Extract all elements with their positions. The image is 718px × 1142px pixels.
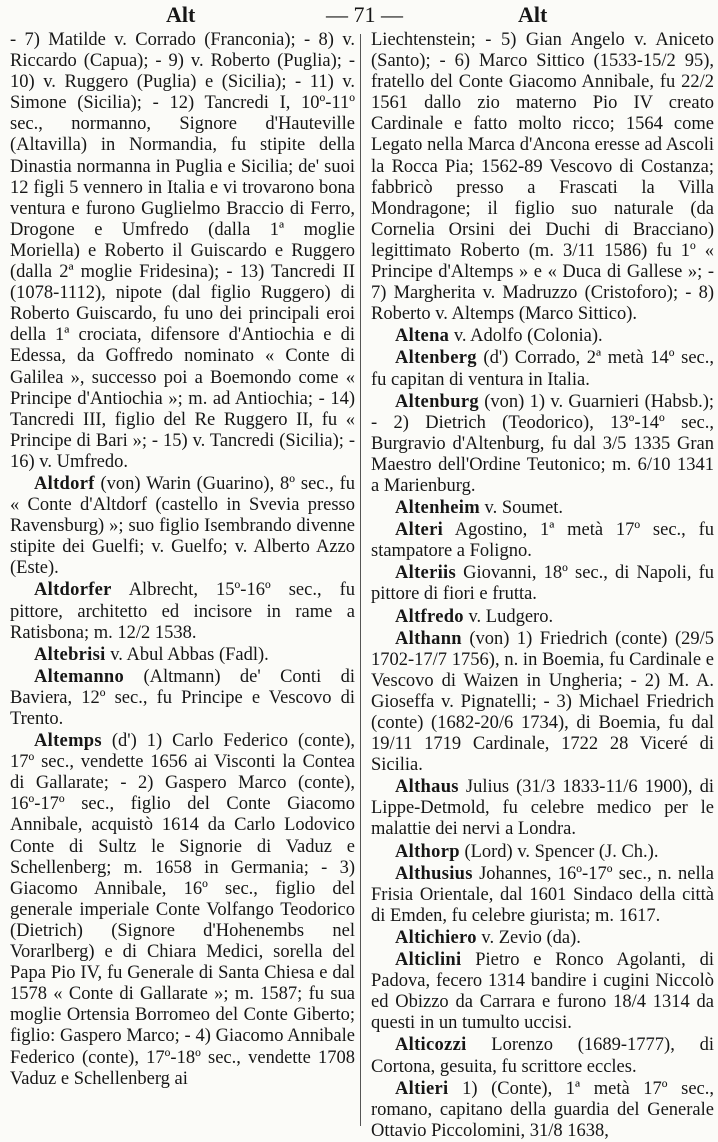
entry bbox=[371, 950, 714, 1034]
entry-headword: Altemanno bbox=[34, 666, 125, 687]
entry bbox=[371, 498, 714, 519]
entry-headword: Altenheim bbox=[395, 498, 480, 519]
entry bbox=[371, 629, 714, 777]
header-left-word: Alt bbox=[166, 2, 196, 27]
page-header bbox=[0, 0, 718, 30]
entry bbox=[371, 30, 714, 325]
entry bbox=[371, 520, 714, 562]
entry-headword: Altena bbox=[395, 326, 450, 347]
entry-headword: Alticozzi bbox=[395, 1035, 467, 1056]
page-number: — 71 — bbox=[326, 2, 403, 27]
entry-headword: Alteri bbox=[395, 520, 444, 541]
entry bbox=[371, 392, 714, 497]
entry-headword: Altfredo bbox=[395, 606, 464, 627]
entry bbox=[10, 30, 355, 473]
entry-headword: Althusius bbox=[395, 863, 473, 884]
entry bbox=[371, 326, 714, 347]
entry bbox=[10, 667, 355, 730]
entry-text: (Lord) v. Spencer (J. Ch.). bbox=[459, 841, 659, 862]
entry bbox=[371, 1079, 714, 1142]
entry-text: (von) 1) Friedrich (conte) (29/5 1702-17/7 1756), n. in Boemia, fu Cardinale e Vescovo di Waizen in Ungheria; - 2) M. A. Gioseffa v. Pignatelli; - 3) Michael Friedrich (conte) (1682-20/6 1734), di Boemia, fu dal 19/11 1719 Cardinale, 1722 28 Viceré di Sicilia. bbox=[371, 628, 714, 776]
entry bbox=[371, 348, 714, 390]
entry-text: Pietro e Ronco Agolanti, di Padova, fecero 1314 bandire i cugini Niccolò ed Obizzo da Carrara e furono 18/4 1314 da questi in un tumulto uccisi. bbox=[371, 950, 714, 1034]
entry bbox=[371, 842, 714, 863]
column-divider bbox=[360, 34, 361, 1126]
entry-headword: Althorp bbox=[395, 841, 460, 862]
entry bbox=[371, 777, 714, 840]
entry bbox=[371, 607, 714, 628]
entry-text: 1) (Conte), 1ª metà 17º sec., romano, capitano della guardia del Generale Ottavio Piccolomini, 31/8 1638, bbox=[371, 1078, 714, 1141]
entry bbox=[10, 474, 355, 579]
entry-text: Johannes, 16º-17º sec., n. nella Frisia Orientale, dal 1601 Sindaco della città di Emden, fu celebre giurista; m. 1617. bbox=[371, 863, 714, 926]
entry-text: - 7) Matilde v. Corrado (Franconia); - 8) v. Riccardo (Capua); - 9) v. Roberto (Puglia); - 10) v. Ruggero (Puglia) e (Sicilia); - 11) v. Simone (Sicilia); - 12) Tancredi I, 10º-11º sec., normanno, Signore d'Hauteville (Altavilla) in Normandia, fu stipite della Dinastia normanna in Puglia e Sicilia; de' suoi 12 figli 5 vennero in Italia e vi trovarono bona ventura e furono Guglielmo Braccio di Ferro, Drogone e Umfredo (dalla 1ª moglie Moriella) e Roberto il Guiscardo e Ruggero (dalla 2ª moglie Fridesina); - 13) Tancredi II (1078-1112), nipote (dal figlio Ruggero) di Roberto Guiscardo, fu uno dei principali eroi della 1ª crociata, difensore d'Antiochia e di Edessa, da Goffredo nominato « Conte di Galilea », successo poi a Boemondo come « Principe d'Antiochia »; m. ad Antiochia; - 14) Tancredi III, figlio del Re Ruggero II, fu « Principe di Bari »; - 15) v. Tancredi (Sicilia); - 16) v. Umfredo. bbox=[10, 30, 355, 472]
entry-headword: Altenburg bbox=[395, 391, 479, 412]
entry bbox=[371, 1035, 714, 1077]
entry-headword: Altieri bbox=[395, 1078, 449, 1099]
entry-text: v. Adolfo (Colonia). bbox=[449, 326, 603, 347]
entry bbox=[10, 731, 355, 1090]
entry-text: Lorenzo (1689-1777), di Cortona, gesuita, fu scrittore eccles. bbox=[371, 1035, 714, 1077]
entry-text: Giovanni, 18º sec., di Napoli, fu pittore di fiori e frutta. bbox=[371, 563, 714, 605]
entry-headword: Althann bbox=[395, 628, 462, 649]
entry-headword: Altdorf bbox=[34, 473, 95, 494]
entry-text: v. Ludgero. bbox=[463, 606, 554, 627]
entry-text: v. Soumet. bbox=[479, 498, 564, 519]
entry-text: (d') 1) Carlo Federico (conte), 17º sec., vendette 1656 ai Visconti la Contea di Gallarate; - 2) Gaspero Marco (conte), 16º-17º sec., figlio del Conte Giacomo Annibale, acquistò 1614 da Carlo Lodovico Conte di Sultz le Signorie di Vaduz e Schellenberg; m. 1658 in Germania; - 3) Giacomo Annibale, 16º sec., figlio del generale imperiale Conte Volfango Teodorico (Dietrich) (Signore d'Hohenembs nel Vorarlberg) e di Chiara Medici, sorella del Papa Pio IV, fu Generale di Santa Chiesa e dal 1578 « Conte di Gallarate »; m. 1587; fu sua moglie Ortensia Borromeo del Conte Giberto; figlio: Gaspero Marco; - 4) Giacomo Annibale Federico (conte), 17º-18º sec., vendette 1708 Vaduz e Schellenberg ai bbox=[10, 731, 355, 1089]
entry-headword: Altemps bbox=[34, 731, 102, 752]
entry-headword: Altichiero bbox=[395, 927, 477, 948]
entry bbox=[371, 928, 714, 949]
entry bbox=[10, 580, 355, 643]
entry-text: v. Abul Abbas (Fadl). bbox=[105, 644, 269, 665]
entry-headword: Alticlini bbox=[395, 950, 462, 971]
entry-text: Albrecht, 15º-16º sec., fu pittore, architetto ed incisore in rame a Ratisbona; m. 12/2 1538. bbox=[10, 580, 355, 643]
entry bbox=[371, 864, 714, 927]
entry-text: (von) 1) v. Guarnieri (Habsb.); - 2) Dietrich (Teodorico), 13º-14º sec., Burgravio d'Altenburg, fu dal 3/5 1335 Gran Maestro dell'Ordine Teutonico; m. 6/10 1341 a Marienburg. bbox=[371, 391, 714, 496]
right-column bbox=[371, 30, 714, 1141]
entry-text: v. Zevio (da). bbox=[476, 927, 581, 948]
entry-text: Liechtenstein; - 5) Gian Angelo v. Aniceto (Santo); - 6) Marco Sittico (1533-15/2 95), fratello del Conte Giacomo Annibale, fu 22/2 1561 dallo zio materno Pio IV creato Cardinale e fatto molto ricco; 1564 come Legato nella Marca d'Ancona eresse ad Ascoli la Rocca Pia; 1562-89 Vescovo di Costanza; fabbricò presso a Frascati la Villa Mondragone; il figlio suo naturale (da Cornelia Orsini dei Duchi di Bracciano) legittimato Roberto (m. 3/11 1586) fu 1º « Principe d'Altemps » e « Duca di Gallese »; - 7) Margherita v. Madruzzo (Cristoforo); - 8) Roberto v. Altemps (Marco Sittico). bbox=[371, 30, 714, 325]
header-right-word: Alt bbox=[518, 2, 548, 27]
entry-text: (von) Warin (Guarino), 8º sec., fu « Conte d'Altdorf (castello in Svevia presso Ravensburg) »; suo figlio Isembrando divenne stipite dei Guelfi; v. Guelfo; v. Alberto Azzo (Este). bbox=[10, 473, 355, 579]
entry-headword: Altdorfer bbox=[34, 580, 112, 601]
entry-headword: Alteriis bbox=[395, 563, 456, 584]
entry bbox=[10, 645, 355, 666]
entry bbox=[371, 563, 714, 605]
entry-text: (Altmann) de' Conti di Baviera, 12º sec., fu Principe e Vescovo di Trento. bbox=[10, 666, 355, 729]
entry-text: (d') Corrado, 2ª metà 14º sec., fu capitan di ventura in Italia. bbox=[371, 348, 714, 390]
entry-headword: Althaus bbox=[395, 777, 459, 798]
entry-headword: Altebrisi bbox=[34, 644, 106, 665]
entry-text: Agostino, 1ª metà 17º sec., fu stampatore a Foligno. bbox=[371, 520, 714, 562]
entry-text: Julius (31/3 1833-11/6 1900), di Lippe-Detmold, fu celebre medico per le malattie dei nervi a Londra. bbox=[371, 777, 714, 840]
left-column bbox=[10, 30, 355, 1130]
entry-headword: Altenberg bbox=[395, 348, 477, 369]
